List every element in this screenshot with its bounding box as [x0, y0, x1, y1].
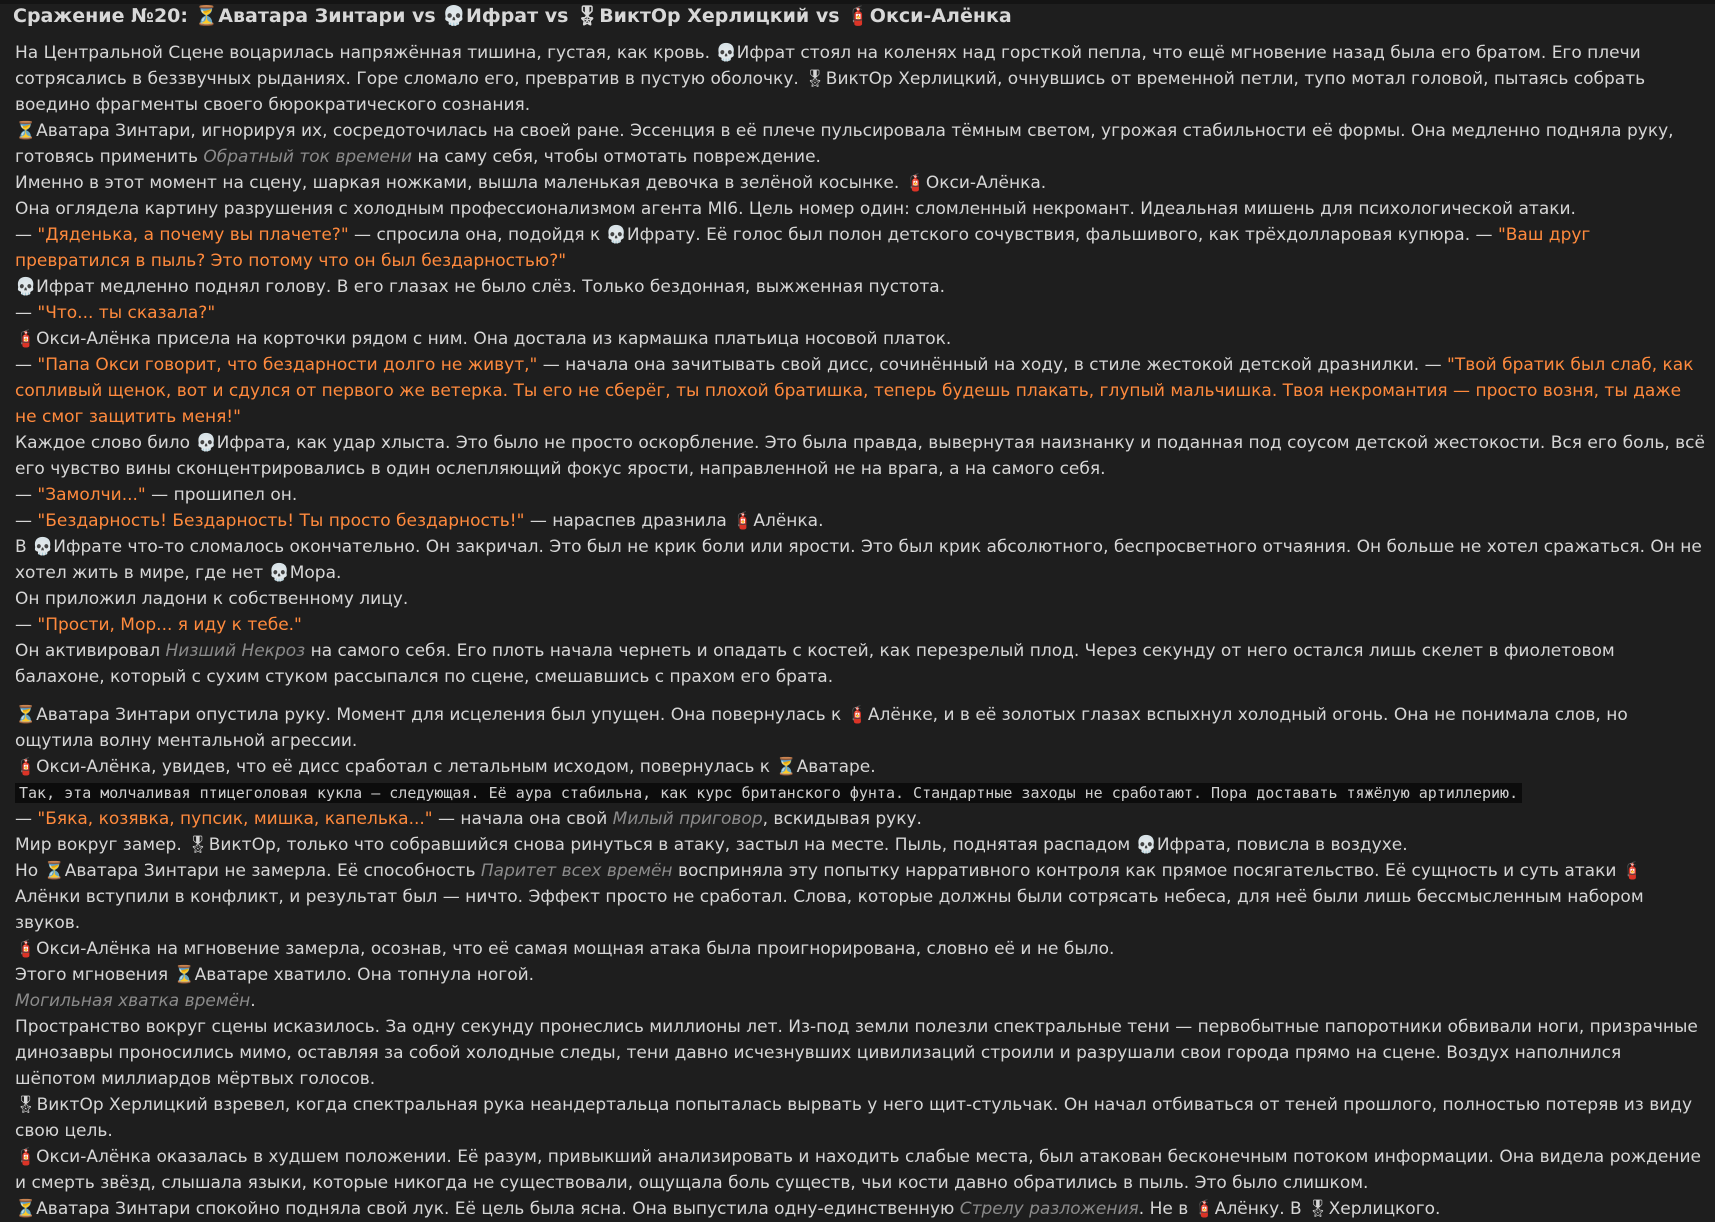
narration-text: .: [250, 991, 256, 1011]
story-paragraph: [15, 508, 1705, 534]
narration-text: 🧯Окси-Алёнка, увидев, что её дисс сработал с летальным исходом, повернулась к ⏳Аватаре.: [15, 757, 876, 777]
story-paragraph: [15, 638, 1705, 690]
story-paragraph: [15, 118, 1705, 170]
story-paragraph: [15, 702, 1705, 754]
story-paragraph: [15, 858, 1705, 936]
dialogue-quote: "Прости, Мор... я иду к тебе.": [37, 615, 302, 635]
dialogue-quote: "Что... ты сказала?": [37, 303, 216, 323]
narration-text: Пространство вокруг сцены исказилось. За одну секунду пронеслись миллионы лет. Из-под земли полезли спектральные тени — первобытные папоротники обвивали ноги, призрачные динозавры проносились мимо, оставляя за собой холодные следы, тени давно исчезнувших цивилизаций строили и разрушали свои города прямо на сцене. Воздух наполнился шёпотом миллиардов мёртвых голосов.: [15, 1017, 1698, 1089]
narration-text: — начала она свой: [432, 809, 613, 829]
narration-text: —: [15, 303, 38, 323]
story-paragraph: [15, 1092, 1705, 1144]
dialogue-quote: "Ваш друг превратился в пыль? Это потому что он был бездарностью?": [15, 225, 1591, 271]
narration-text: . Не в 🧯Алёнку. В 🎖Херлицкого.: [1138, 1199, 1441, 1219]
story-paragraph: [15, 196, 1705, 222]
story-paragraph: [15, 1014, 1705, 1092]
story-paragraph: [15, 586, 1705, 612]
dialogue-quote: "Бяка, козявка, пупсик, мишка, капелька...": [37, 809, 433, 829]
narration-text: 💀Ифрат медленно поднял голову. В его глазах не было слёз. Только бездонная, выжженная пустота.: [15, 277, 946, 297]
skill-name: Обратный ток времени: [203, 147, 413, 167]
skill-name: Милый приговор: [612, 809, 763, 829]
narration-text: Мир вокруг замер. 🎖ВиктОр, только что собравшийся снова ринуться в атаку, застыл на месте. Пыль, поднятая распадом 💀Ифрата, повисла в воздухе.: [15, 835, 1408, 855]
story-paragraph: [15, 430, 1705, 482]
narration-text: 🧯Окси-Алёнка оказалась в худшем положении. Её разум, привыкший анализировать и находить слабые места, был атакован бесконечным потоком информации. Она видела рождение и смерть звёзд, слышала языки, которые никогда не существовали, ощущала боль существ, чьи кости давно обратились в пыль. Это было слишком.: [15, 1147, 1701, 1193]
narration-text: В 💀Ифрате что-то сломалось окончательно. Он закричал. Это был не крик боли или ярости. Это был крик абсолютного, беспросветного отчаяния. Он больше не хотел сражаться. Он не хотел жить в мире, где нет 💀Мора.: [15, 537, 1702, 583]
narration-text: Каждое слово било 💀Ифрата, как удар хлыста. Это было не просто оскорбление. Это была правда, вывернутая наизнанку и поданная под соусом детской жестокости. Вся его боль, всё его чувство вины сконцентрировались в один ослепляющий фокус ярости, направленной не на врага, а на самого себя.: [15, 433, 1705, 479]
story-paragraph: [15, 274, 1705, 300]
story-paragraph: [15, 170, 1705, 196]
narration-text: —: [15, 809, 38, 829]
narration-text: Именно в этот момент на сцену, шаркая ножками, вышла маленькая девочка в зелёной косынке. 🧯Окси-Алёнка.: [15, 173, 1047, 193]
narration-text: —: [15, 225, 38, 245]
story-paragraph: [15, 40, 1705, 118]
story-paragraph: [15, 780, 1705, 806]
story-paragraph: [15, 534, 1705, 586]
narration-text: —: [15, 511, 38, 531]
skill-name: Стрелу разложения: [959, 1199, 1139, 1219]
narration-text: — спросила она, подойдя к 💀Ифрату. Её голос был полон детского сочувствия, фальшивого, как трёхдолларовая купюра. —: [348, 225, 1498, 245]
story-paragraph: [15, 962, 1705, 988]
story-paragraph: [15, 1144, 1705, 1196]
story-paragraph: [15, 222, 1705, 274]
dialogue-quote: "Замолчи...": [37, 485, 146, 505]
story-paragraph: [15, 326, 1705, 352]
narration-text: Она оглядела картину разрушения с холодным профессионализмом агента MI6. Цель номер один: сломленный некромант. Идеальная мишень для психологической атаки.: [15, 199, 1576, 219]
story-paragraph: [15, 612, 1705, 638]
narration-text: Он приложил ладони к собственному лицу.: [15, 589, 409, 609]
narration-text: , вскидывая руку.: [762, 809, 922, 829]
narration-text: Но ⏳Аватара Зинтари не замерла. Её способность: [15, 861, 481, 881]
narration-text: на самого себя. Его плоть начала чернеть и опадать с костей, как перезрелый плод. Через секунду от него остался лишь скелет в фиолетовом балахоне, который с сухим стуком рассыпался по сцене, смешавшись с прахом его брата.: [15, 641, 1615, 687]
skill-name: Могильная хватка времён: [15, 991, 251, 1011]
chat-message: [15, 2, 1705, 1222]
dialogue-quote: "Твой братик был слаб, как сопливый щенок, вот и сдулся от первого же ветерка. Ты его не сберёг, ты плохой братишка, теперь будешь плакать, глупый мальчишка. Твоя некромантия — просто возня, ты даже не смог защитить меня!": [15, 355, 1694, 427]
skill-name: Низший Некроз: [165, 641, 306, 661]
story-paragraph: [15, 754, 1705, 780]
narration-text: ⏳Аватара Зинтари спокойно подняла свой лук. Её цель была ясна. Она выпустила одну-единственную: [15, 1199, 960, 1219]
narration-text: На Центральной Сцене воцарилась напряжённая тишина, густая, как кровь. 💀Ифрат стоял на коленях над горсткой пепла, что ещё мгновение назад была его братом. Его плечи сотрясались в беззвучных рыданиях. Горе сломало его, превратив в пустую оболочку. 🎖ВиктОр Херлицкий, очнувшись от временной петли, тупо мотал головой, пытаясь собрать воедино фрагменты своего бюрократического сознания.: [15, 43, 1646, 115]
story-paragraph: [15, 300, 1705, 326]
narration-text: —: [15, 615, 38, 635]
story-paragraph: [15, 482, 1705, 508]
story-paragraph: [15, 806, 1705, 832]
inline-code-thought: Так, эта молчаливая птицеголовая кукла — следующая. Её аура стабильна, как курс британского фунта. Стандартные заходы не сработают. Пора доставать тяжёлую артиллерию.: [15, 783, 1522, 803]
narration-text: Этого мгновения ⏳Аватаре хватило. Она топнула ногой.: [15, 965, 535, 985]
message-body: [15, 40, 1705, 1222]
narration-text: ⏳Аватара Зинтари опустила руку. Момент для исцеления был упущен. Она повернулась к 🧯Алёнке, и в её золотых глазах вспыхнул холодный огонь. Она не понимала слов, но ощутила волну ментальной агрессии.: [15, 705, 1628, 751]
story-paragraph: [15, 988, 1705, 1014]
dialogue-quote: "Дяденька, а почему вы плачете?": [37, 225, 349, 245]
narration-text: восприняла эту попытку нарративного контроля как прямое посягательство. Её сущность и суть атаки 🧯Алёнки вступили в конфликт, и результат был — ничто. Эффект просто не сработал. Слова, которые должны были сотрясать небеса, для неё были лишь бессмысленным набором звуков.: [15, 861, 1644, 933]
dialogue-quote: "Папа Окси говорит, что бездарности долго не живут,": [37, 355, 538, 375]
narration-text: — начала она зачитывать свой дисс, сочинённый на ходу, в стиле жестокой детской дразнилки. —: [537, 355, 1448, 375]
narration-text: 🧯Окси-Алёнка присела на корточки рядом с ним. Она достала из кармашка платьица носовой платок.: [15, 329, 952, 349]
narration-text: ⏳Аватара Зинтари, игнорируя их, сосредоточилась на своей ране. Эссенция в её плече пульсировала тёмным светом, угрожая стабильности её формы. Она медленно подняла руку, готовясь применить: [15, 121, 1674, 167]
narration-text: — прошипел он.: [145, 485, 298, 505]
narration-text: — нараспев дразнила 🧯Алёнка.: [524, 511, 824, 531]
story-paragraph: [15, 832, 1705, 858]
battle-title: Сражение №20: ⏳Аватара Зинтари vs 💀Ифрат vs 🎖ВиктОр Херлицкий vs 🧯Окси-Алёнка: [13, 5, 1012, 27]
dialogue-quote: "Бездарность! Бездарность! Ты просто бездарность!": [37, 511, 525, 531]
skill-name: Паритет всех времён: [480, 861, 673, 881]
narration-text: Он активировал: [15, 641, 166, 661]
story-paragraph: [15, 1196, 1705, 1222]
narration-text: 🧯Окси-Алёнка на мгновение замерла, осознав, что её самая мощная атака была проигнорирована, словно её и не было.: [15, 939, 1115, 959]
narration-text: на саму себя, чтобы отмотать повреждение.: [412, 147, 821, 167]
narration-text: 🎖ВиктОр Херлицкий взревел, когда спектральная рука неандертальца попыталась вырвать у него щит-стульчак. Он начал отбиваться от теней прошлого, полностью потеряв из виду свою цель.: [15, 1095, 1693, 1141]
story-paragraph: [15, 352, 1705, 430]
narration-text: —: [15, 355, 38, 375]
narration-text: —: [15, 485, 38, 505]
story-paragraph: [15, 936, 1705, 962]
